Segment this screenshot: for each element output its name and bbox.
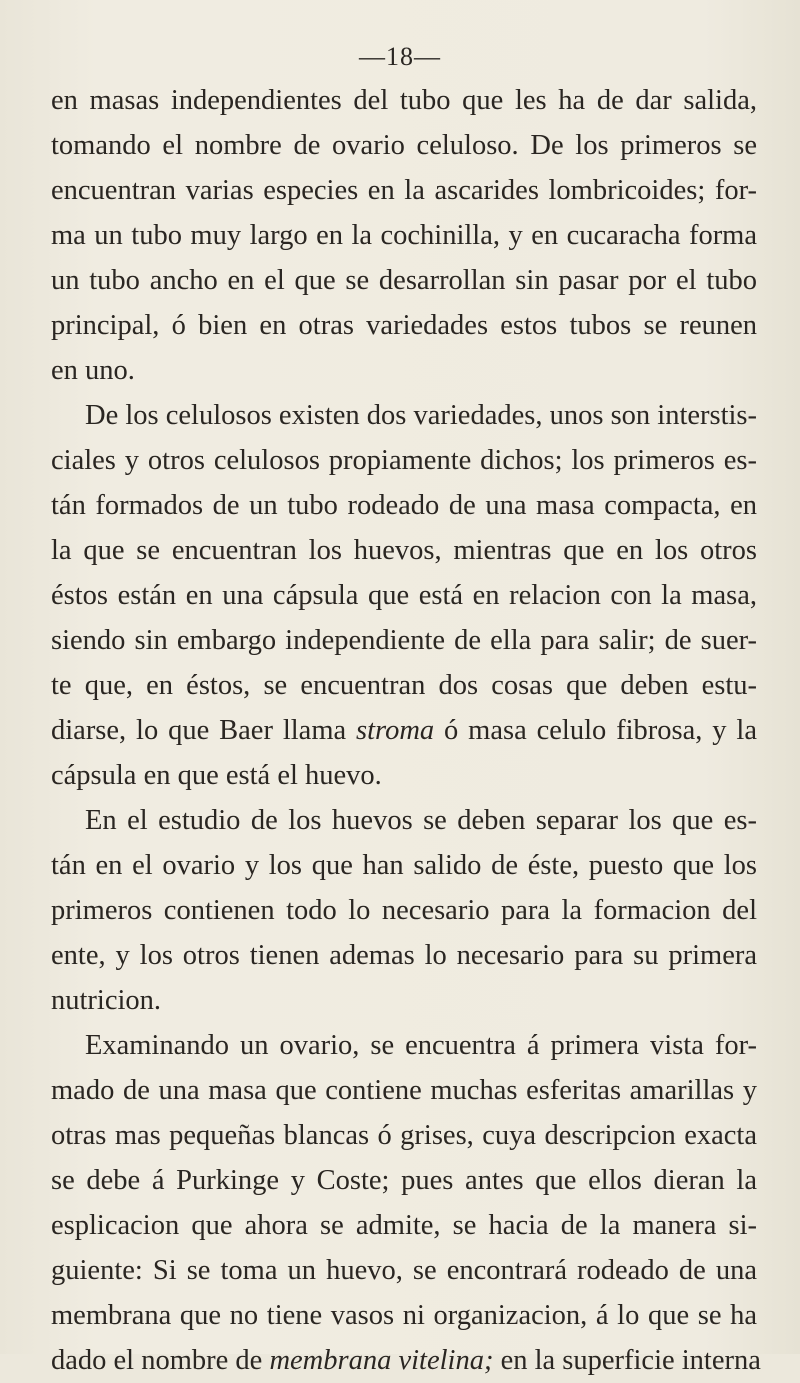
text-segment: primeros contienen todo lo necesario para la formacion del <box>51 895 757 926</box>
text-segment: principal, ó bien en otras variedades estos tubos se reunen <box>51 310 757 341</box>
text-segment: diarse, lo que Baer llama <box>51 715 357 746</box>
text-segment: guiente: Si se toma un huevo, se encontrará rodeado de una <box>51 1255 757 1286</box>
paragraph <box>51 393 757 798</box>
text-segment: nutricion. <box>51 985 162 1016</box>
text-segment: en masas independientes del tubo que les ha de dar salida, <box>51 85 757 116</box>
page-number: —18— <box>359 42 441 71</box>
text-line <box>51 78 757 123</box>
text-segment: siendo sin embargo independiente de ella para salir; de suer- <box>51 625 757 656</box>
text-line <box>51 1023 757 1068</box>
text-segment: Examinando un ovario, se encuentra á primera vista for- <box>85 1030 757 1061</box>
text-line <box>51 213 757 258</box>
text-line <box>51 933 757 978</box>
text-segment: en uno. <box>51 355 135 386</box>
text-line <box>51 798 757 843</box>
text-line <box>51 168 757 213</box>
text-line <box>51 438 757 483</box>
text-line <box>51 1158 757 1203</box>
text-segment: la que se encuentran los huevos, mientras que en los otros <box>51 535 757 566</box>
text-line <box>51 663 757 708</box>
text-segment: te que, en éstos, se encuentran dos cosas que deben estu- <box>51 670 757 701</box>
text-segment: dado el nombre de <box>51 1345 270 1376</box>
text-segment: ente, y los otros tienen ademas lo necesario para su primera <box>51 940 757 971</box>
text-line <box>51 1293 757 1338</box>
text-segment: ó masa celulo fibrosa, y la <box>434 715 757 746</box>
text-line <box>51 123 757 168</box>
text-segment: ma un tubo muy largo en la cochinilla, y en cucaracha forma <box>51 220 757 251</box>
text-line <box>51 708 757 753</box>
paragraph <box>51 1023 761 1383</box>
text-segment: ciales y otros celulosos propiamente dichos; los primeros es- <box>51 445 757 476</box>
text-line <box>51 258 757 303</box>
text-segment: tomando el nombre de ovario celuloso. De los primeros se <box>51 130 757 161</box>
text-segment: un tubo ancho en el que se desarrollan sin pasar por el tubo <box>51 265 757 296</box>
text-line <box>51 843 757 888</box>
paragraph <box>51 798 757 1023</box>
italic-term: membrana vitelina; <box>269 1345 494 1376</box>
text-line <box>51 888 757 933</box>
text-segment: De los celulosos existen dos variedades, unos son interstis- <box>85 400 758 431</box>
text-line <box>51 1068 757 1113</box>
text-segment: en la superficie interna <box>493 1345 761 1376</box>
text-segment: membrana que no tiene vasos ni organizacion, á lo que se ha <box>51 1300 757 1331</box>
text-line <box>51 1113 757 1158</box>
text-segment: mado de una masa que contiene muchas esferitas amarillas y <box>51 1075 757 1106</box>
text-segment: se debe á Purkinge y Coste; pues antes que ellos dieran la <box>51 1165 757 1196</box>
text-segment: encuentran varias especies en la ascarides lombricoides; for- <box>51 175 757 206</box>
text-line <box>51 753 757 798</box>
text-segment: tán formados de un tubo rodeado de una masa compacta, en <box>51 490 757 521</box>
text-segment: En el estudio de los huevos se deben separar los que es- <box>85 805 757 836</box>
text-segment: tán en el ovario y los que han salido de éste, puesto que los <box>51 850 757 881</box>
text-line <box>51 348 757 393</box>
body-text <box>51 78 761 1383</box>
paragraph <box>51 78 757 393</box>
text-line <box>51 978 757 1023</box>
text-line <box>51 303 757 348</box>
text-line <box>51 483 757 528</box>
text-line <box>51 618 757 663</box>
text-segment: otras mas pequeñas blancas ó grises, cuya descripcion exacta <box>51 1120 757 1151</box>
text-line <box>51 1338 761 1383</box>
text-segment: éstos están en una cápsula que está en relacion con la masa, <box>51 580 757 611</box>
text-line <box>51 528 757 573</box>
text-segment: cápsula en que está el huevo. <box>51 760 382 791</box>
italic-term: stroma <box>356 715 435 746</box>
text-line <box>51 393 757 438</box>
text-segment: esplicacion que ahora se admite, se hacia de la manera si- <box>51 1210 757 1241</box>
text-line <box>51 1203 757 1248</box>
text-line <box>51 573 757 618</box>
text-line <box>51 1248 757 1293</box>
